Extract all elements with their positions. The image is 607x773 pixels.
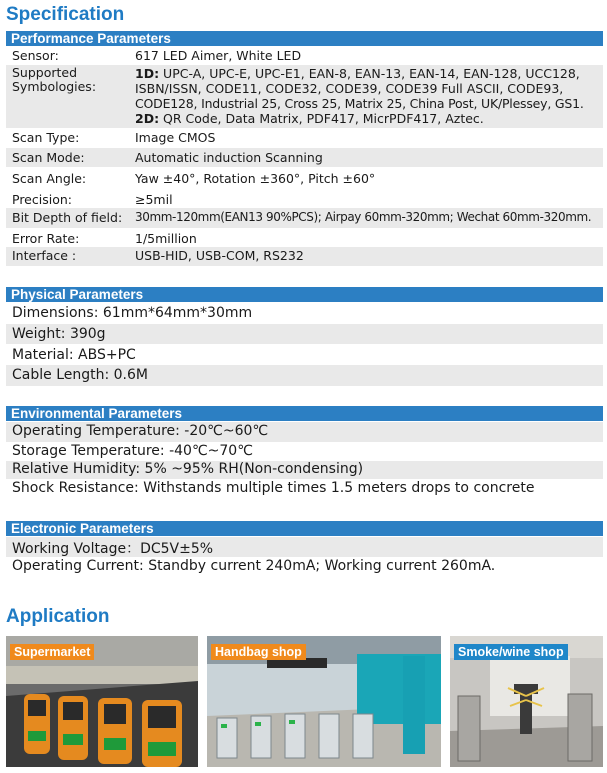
electronic-section-title: Electronic Parameters [6,521,603,536]
error-rate-row [6,229,603,247]
current-text: Operating Current: Standby current 240mA; Working current 260mA. [12,558,496,574]
symbologies-line-3: CODE128, Industrial 25, Cross 25, Matrix 25, China Post, UK/Plessey, GS1. [135,96,584,111]
storage-temp-text: Storage Temperature: -40℃~70℃ [12,443,253,459]
sensor-label: Sensor: [12,48,59,63]
scan-type-label: Scan Type: [12,130,80,145]
storage-temp-row [6,442,603,461]
cable-row [6,365,603,386]
precision-label: Precision: [12,192,72,207]
dimensions-row [6,303,603,324]
symbologies-1d-prefix: 1D: [135,66,160,81]
interface-label: Interface : [12,248,77,263]
symbologies-line-2: ISBN/ISSN, CODE11, CODE32, CODE39, CODE39 Full ASCII, CODE93, [135,81,564,96]
scan-angle-label: Scan Angle: [12,171,87,186]
scan-mode-row [6,148,603,167]
scan-type-row [6,129,603,146]
weight-text: Weight: 390g [12,326,106,342]
voltage-row [6,537,603,557]
handbag-shop-photo [207,636,441,767]
error-rate-value: 1/5million [135,231,197,246]
humidity-text: Relative Humidity: 5% ~95% RH(Non-condensing) [12,461,364,477]
material-row [6,345,603,365]
current-row [6,557,603,577]
depth-of-field-value: 30mm-120mm(EAN13 90%PCS); Airpay 60mm-320mm; Wechat 60mm-320mm. [135,210,592,224]
symbologies-2d-line [135,111,484,127]
symbologies-2d-prefix: 2D: [135,111,160,126]
precision-row [6,191,603,208]
handbag-shop-label: Handbag shop [211,644,306,660]
sensor-row [6,47,603,64]
supermarket-label: Supermarket [10,644,94,660]
performance-section-title: Performance Parameters [6,31,603,46]
smoke-wine-shop-photo [450,636,603,767]
sensor-value: 617 LED Aimer, White LED [135,48,302,63]
humidity-row [6,461,603,479]
interface-row [6,247,603,266]
scan-angle-row [6,169,603,189]
material-text: Material: ABS+PC [12,347,136,363]
symbologies-line-1: UPC-A, UPC-E, UPC-E1, EAN-8, EAN-13, EAN-14, EAN-128, UCC128, [159,66,580,81]
symbologies-label-1: Supported [12,65,78,80]
interface-value: USB-HID, USB-COM, RS232 [135,248,304,263]
physical-section-title: Physical Parameters [6,287,603,302]
operating-temp-row [6,422,603,442]
symbologies-line-4: QR Code, Data Matrix, PDF417, MicrPDF417, Aztec. [159,111,484,126]
weight-row [6,324,603,344]
shock-text: Shock Resistance: Withstands multiple times 1.5 meters drops to concrete [12,480,535,496]
scan-angle-value: Yaw ±40°, Rotation ±360°, Pitch ±60° [135,171,376,186]
smoke-wine-shop-label: Smoke/wine shop [454,644,568,660]
supermarket-photo [6,636,198,767]
scan-mode-label: Scan Mode: [12,150,85,165]
specification-heading: Specification [6,4,125,25]
voltage-text: Working Voltage：DC5V±5% [12,541,214,557]
operating-temp-text: Operating Temperature: -20℃~60℃ [12,423,269,439]
precision-value: ≥5mil [135,192,173,207]
cable-text: Cable Length: 0.6M [12,367,148,383]
depth-of-field-row [6,208,603,228]
symbologies-label-2: Symbologies: [12,79,97,94]
scan-type-value: Image CMOS [135,130,216,145]
scan-mode-value: Automatic induction Scanning [135,150,323,165]
environmental-section-title: Environmental Parameters [6,406,603,421]
symbologies-row [6,65,603,128]
shock-row [6,479,603,499]
error-rate-label: Error Rate: [12,231,80,246]
dimensions-text: Dimensions: 61mm*64mm*30mm [12,305,253,321]
symbologies-1d-line [135,66,580,82]
application-heading: Application [6,606,110,627]
depth-of-field-label: Bit Depth of field: [12,210,123,225]
